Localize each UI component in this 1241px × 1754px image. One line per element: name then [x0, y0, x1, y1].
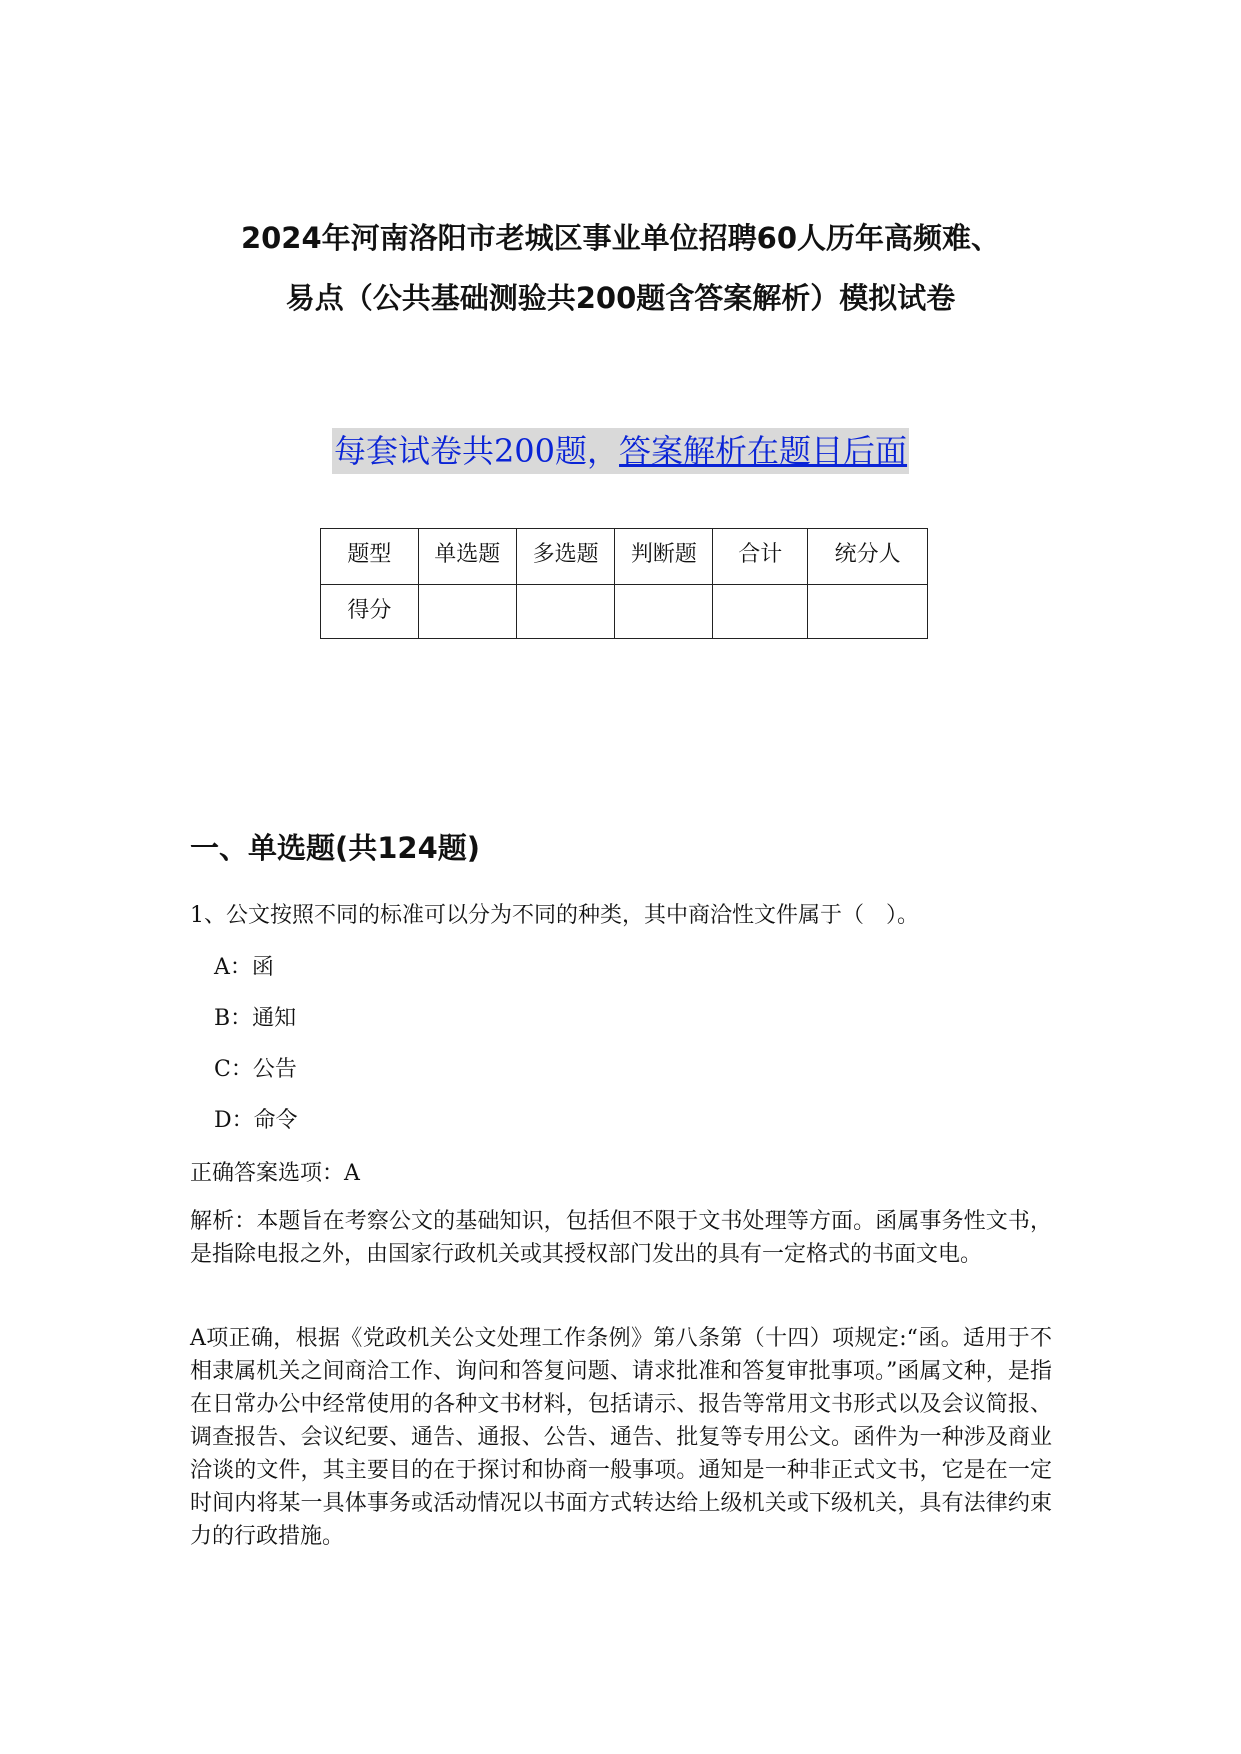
option-c: C：公告: [214, 1057, 297, 1082]
header-cell-total: 合计: [713, 529, 808, 585]
score-cell-single-choice[interactable]: [418, 585, 516, 639]
document-title-line1: 2024年河南洛阳市老城区事业单位招聘60人历年高频难、: [240, 221, 1001, 255]
analysis-paragraph-2: A项正确，根据《党政机关公文处理工作条例》第八条第（十四）项规定:“函。适用于不相隶属机关之间商洽工作、询问和答复问题、请求批准和答复审批事项。”函属文种，是指在日常办公中经常使用的各种文书材料，包括请示、报告等常用文书形式以及会议简报、调查报告、会议纪要、通告、通报、公告、通告、批复等专用公文。函件为一种涉及商业洽谈的文件，其主要目的在于探讨和协商一般事项。通知是一种非正式文书，它是在一定时间内将某一具体事务或活动情况以书面方式转达给上级机关或下级机关，具有法律约束力的行政措施。: [190, 1326, 1052, 1549]
answer-location-link[interactable]: 答案解析在题目后面: [619, 432, 908, 470]
header-cell-true-false: 判断题: [615, 529, 713, 585]
score-cell-multiple-choice[interactable]: [516, 585, 615, 639]
subtitle-banner: [0, 428, 1241, 474]
header-cell-scorer: 统分人: [808, 529, 928, 585]
option-b: B：通知: [214, 1006, 297, 1031]
document-title: [160, 208, 1081, 328]
score-cell-scorer[interactable]: [808, 585, 928, 639]
score-row-label: 得分: [321, 585, 419, 639]
option-d: D：命令: [214, 1108, 298, 1133]
question-1-options: [214, 950, 298, 1154]
header-cell-multiple-choice: 多选题: [516, 529, 615, 585]
question-1-text: 1、公文按照不同的标准可以分为不同的种类，其中商洽性文件属于（ ）。: [190, 903, 919, 928]
option-a: A：函: [214, 955, 274, 980]
header-cell-single-choice: 单选题: [418, 529, 516, 585]
score-cell-true-false[interactable]: [615, 585, 713, 639]
section-heading: 一、单选题(共124题): [190, 831, 481, 865]
score-table-header-row: [321, 529, 928, 585]
subtitle: [332, 428, 909, 474]
correct-answer: 正确答案选项：A: [190, 1161, 360, 1186]
score-table-score-row: [321, 585, 928, 639]
header-cell-type: 题型: [321, 529, 419, 585]
subtitle-text: 每套试卷共200题，: [333, 432, 620, 470]
score-cell-total[interactable]: [713, 585, 808, 639]
score-table: [320, 528, 928, 639]
analysis-paragraph-1: 解析：本题旨在考察公文的基础知识，包括但不限于文书处理等方面。函属事务性文书，是指除电报之外，由国家行政机关或其授权部门发出的具有一定格式的书面文电。: [190, 1209, 1052, 1267]
document-title-line2: 易点（公共基础测验共200题含答案解析）模拟试卷: [285, 281, 956, 315]
